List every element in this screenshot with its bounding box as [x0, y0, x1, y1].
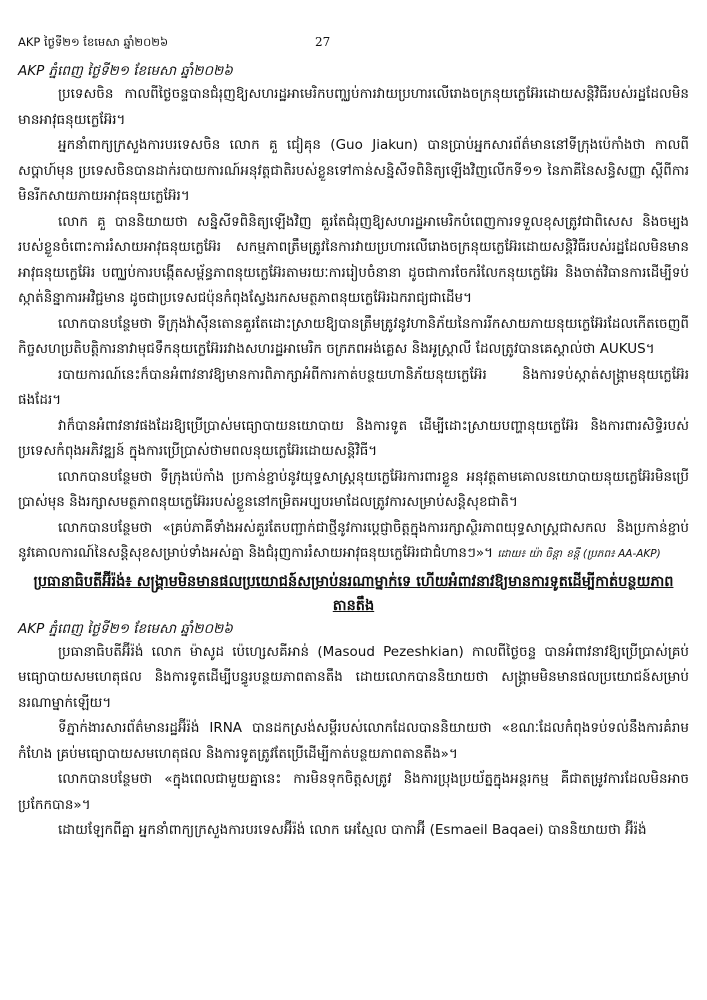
page-content [18, 60, 689, 844]
article-paragraph: អ្នកនាំពាក្យក្រសួងការបរទេសចិន លោក គួ ជៀគុន (Guo Jiakun) បានប្រាប់អ្នកសារព័ត៌មាននៅទីក្រុងប៉េកាំងថា កាលពីសប្តាហ៍មុន ប្រទេសចិនបានដាក់របាយការណ៍អនុវត្តជាតិរបស់ខ្លួនទៅកាន់សន្និសីទពិនិត្យឡើងវិញលើកទី១១ នៃភាគីនៃសន្ធិសញ្ញា ស្តីពីការមិនរីកសាយភាយអាវុធនុយក្លេអ៊ែរ។ [18, 137, 689, 204]
article-paragraph: វាក៏បានអំពាវនាវផងដែរឱ្យប្រើប្រាស់មធ្យោបាយនយោបាយ និងការទូត ដើម្បីដោះស្រាយបញ្ហានុយក្លេអ៊ែរ និងការពារសិទ្ធិរបស់ប្រទេសកំពុងអភិវឌ្ឍន៍ ក្នុងការប្រើប្រាស់ថាមពលនុយក្លេអ៊ែរដោយសន្តិវិធី។ [18, 417, 689, 459]
article-paragraph: លោកបានបន្ថែមថា ទីក្រុងវ៉ាស៊ីនតោនគួរតែដោះស្រាយឱ្យបានត្រឹមត្រូវនូវហានិភ័យនៃការរីកសាយភាយនុយក្លេអ៊ែរដែលកើតចេញពីកិច្ចសហប្រតិបត្តិការនាវាមុជទឹកនុយក្លេអ៊ែររវាងសហរដ្ឋអាមេរិក ចក្រភពអង់គ្លេស និងអូស្ត្រាលី ដែលត្រូវបានគេស្គាល់ថា AUKUS។ [18, 315, 689, 357]
article-paragraph-last [18, 516, 689, 568]
source-credit: ខន្តី (ប្រភព៖ AA-AKP) [566, 548, 661, 560]
author-credit: ដោយ៖ យ៉ា ចិន្តា [497, 548, 562, 560]
article-dateline: AKP ភ្នំពេញ ថ្ងៃទី២១ ខែមេសា ឆ្នាំ២០២៦ [18, 620, 233, 637]
article-headline: ប្រធានាធិបតីអ៊ីរ៉ង់៖ សង្គ្រាមមិនមានផលប្រយោជន៍សម្រាប់នរណាម្នាក់ទេ ហើយអំពាវនាវឱ្យមានការទូតដើម្បីកាត់បន្ថយភាពតានតឹង [33, 573, 674, 614]
header-date: AKP ថ្ងៃទី២១ ខែមេសា ឆ្នាំ២០២៦ [18, 35, 169, 49]
article-paragraph: ប្រធានាធិបតីអ៊ីរ៉ង់ លោក ម៉ាសូដ ប៉េហ្សេសគីអាន់ (Masoud Pezeshkian) កាលពីថ្ងៃចន្ទ បានអំពាវនាវឱ្យប្រើប្រាស់គ្រប់មធ្យោបាយសមហេតុផល និងការទូតដើម្បីបន្ធូរបន្ថយភាពតានតឹង ដោយលោកបាននិយាយថា សង្គ្រាមមិនមានផលប្រយោជន៍សម្រាប់នរណាម្នាក់ឡើយ។ [18, 643, 689, 711]
article-paragraph: ទីភ្នាក់ងារសារព័ត៌មានរដ្ឋអ៊ីរ៉ង់ IRNA បានដកស្រង់សម្តីរបស់លោកដែលបាននិយាយថា «ខណៈដែលកំពុងទប់ទល់នឹងការគំរាមកំហែង គ្រប់មធ្យោបាយសមហេតុផល និងការទូតត្រូវតែប្រើដើម្បីកាត់បន្ថយភាពតានតឹង»។ [18, 720, 689, 762]
article-dateline: AKP ភ្នំពេញ ថ្ងៃទី២១ ខែមេសា ឆ្នាំ២០២៦ [18, 63, 233, 79]
article-paragraph: លោកបានបន្ថែមថា «ក្នុងពេលជាមួយគ្នានេះ ការមិនទុកចិត្តសត្រូវ និងការប្រុងប្រយ័ត្នក្នុងអន្តរកម្ម គឺជាតម្រូវការដែលមិនអាចប្រកែកបាន»។ [18, 771, 689, 813]
article-paragraph-text: លោកបានបន្ថែមថា «គ្រប់ភាគីទាំងអស់គួរតែបញ្ជាក់ជាថ្មីនូវការប្តេជ្ញាចិត្តក្នុងការរក្សាស្ថិរភាពយុទ្ធសាស្ត្រជាសកល និងប្រកាន់ខ្ជាប់នូវគោលការណ៍នៃសន្តិសុខសម្រាប់ទាំងអស់គ្នា និងជំរុញការរំសាយអាវុធនុយក្លេអ៊ែរជាជំហានៗ»។ [18, 519, 689, 561]
article-paragraph: លោកបានបន្ថែមថា ទីក្រុងប៉េកាំង ប្រកាន់ខ្ជាប់នូវយុទ្ធសាស្ត្រនុយក្លេអ៊ែរការពារខ្លួន អនុវត្តតាមគោលនយោបាយនុយក្លេអ៊ែរមិនប្រើប្រាស់មុន និងរក្សាសមត្ថភាពនុយក្លេអ៊ែររបស់ខ្លួននៅកម្រិតអប្បបរមាដែលត្រូវការសម្រាប់សន្តិសុខជាតិ។ [18, 468, 689, 510]
running-header [18, 34, 689, 50]
article-paragraph: ប្រទេសចិន កាលពីថ្ងៃចន្ទបានជំរុញឱ្យសហរដ្ឋអាមេរិកបញ្ឈប់ការវាយប្រហារលើរោងចក្រនុយក្លេអ៊ែរដោយសន្តិវិធីរបស់រដ្ឋដែលមិនមានអាវុធនុយក្លេអ៊ែរ។ [18, 86, 689, 128]
article-paragraph: របាយការណ៍នេះក៏បានអំពាវនាវឱ្យមានការពិភាក្សាអំពីការកាត់បន្ថយហានិភ័យនុយក្លេអ៊ែរ និងការទប់ស្កាត់សង្គ្រាមនុយក្លេអ៊ែរផងដែរ។ [18, 366, 689, 408]
article-iran-president [18, 570, 689, 844]
article-paragraph: លោក គួ បាននិយាយថា សន្និសីទពិនិត្យឡើងវិញ គួរតែជំរុញឱ្យសហរដ្ឋអាមេរិកបំពេញការទទួលខុសត្រូវជាពិសេស និងចម្បងរបស់ខ្លួនចំពោះការរំសាយអាវុធនុយក្លេអ៊ែរ សកម្មភាពត្រឹមត្រូវនៃការវាយប្រហារលើរោងចក្រនុយក្លេអ៊ែរដោយសន្តិវិធីរបស់រដ្ឋដែលមិនមានអាវុធនុយក្លេអ៊ែរ បញ្ឈប់ការបង្កើតសម្ព័ន្ធភាពនុយក្លេអ៊ែរតាមរយៈការរៀបចំនានា ដូចជាការចែករំលែកនុយក្លេអ៊ែរ និងចាត់វិធានការដើម្បីទប់ស្កាត់និន្នាការអវិជ្ជមាន ដូចជាប្រទេសជប៉ុនកំពុងស្វែងរកសមត្ថភាពនុយក្លេអ៊ែរឯករាជ្យជាដើម។ [18, 213, 689, 306]
article-paragraph: ដោយឡែកពីគ្នា អ្នកនាំពាក្យក្រសួងការបរទេសអ៊ីរ៉ង់ លោក អេស្មែល បាកាអ៊ី (Esmaeil Baqaei) បាននិយាយថា អ៊ីរ៉ង់ [58, 822, 647, 838]
article-china-nuclear [18, 60, 689, 568]
page-number: 27 [315, 35, 331, 49]
